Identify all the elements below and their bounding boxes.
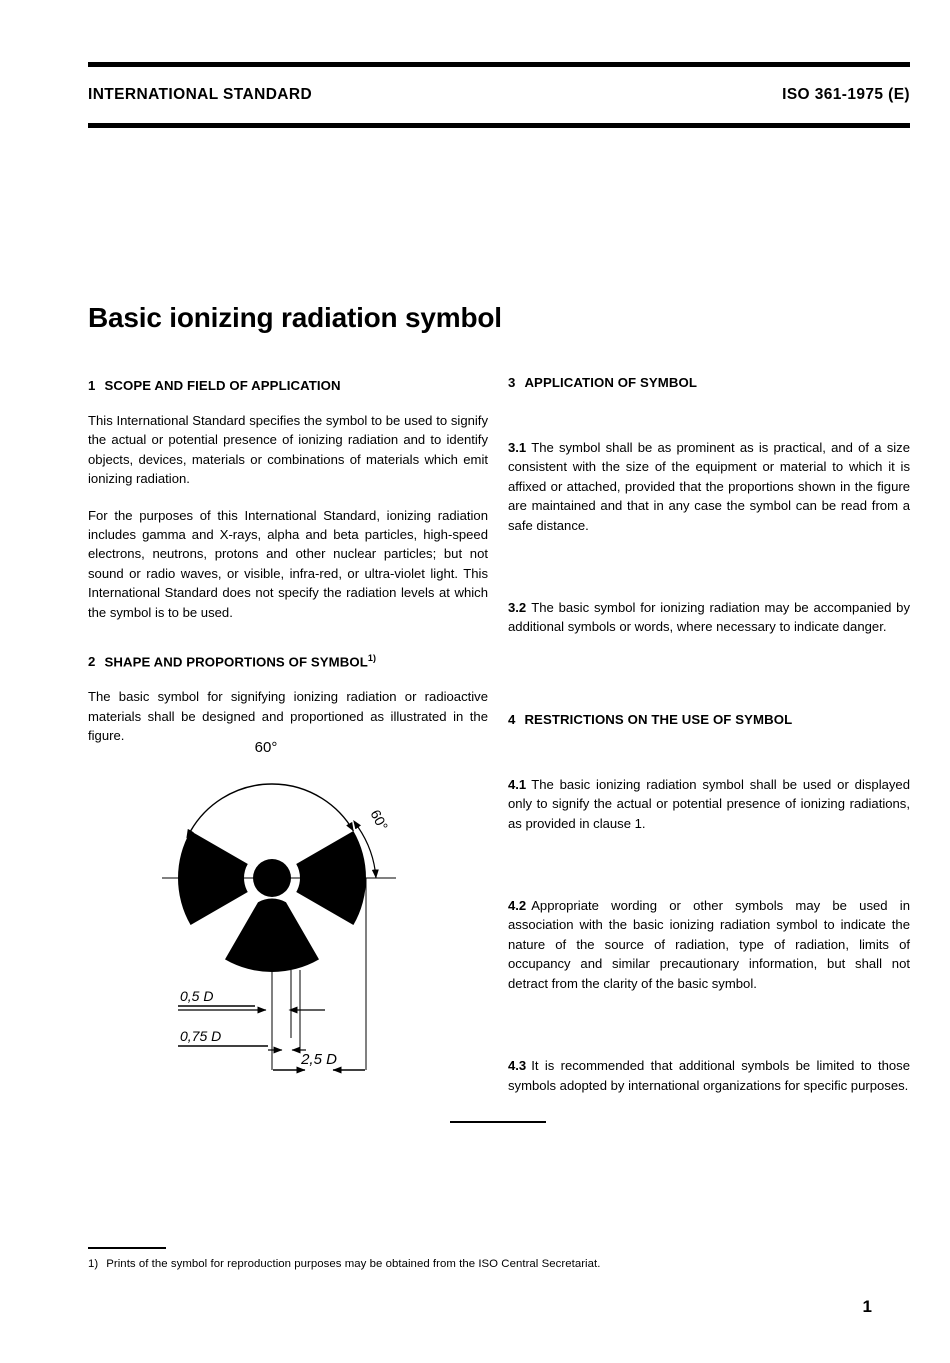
section-3-2-paragraph xyxy=(508,598,910,637)
document-header xyxy=(88,86,910,104)
spacer xyxy=(508,745,910,775)
section-3-1-paragraph xyxy=(508,438,910,535)
dimension-label-0-75-D: 0,75 D xyxy=(180,1028,222,1044)
section-4-1-number: 4.1 xyxy=(508,776,527,792)
header-rule-bottom xyxy=(88,123,910,128)
dimension-0-75-D xyxy=(178,1046,306,1050)
angle-label-top: 60° xyxy=(254,739,278,756)
section-1-number: 1 xyxy=(88,378,96,393)
section-4-2-number: 4.2 xyxy=(508,898,527,914)
section-2-number: 2 xyxy=(88,654,96,670)
section-4-title: RESTRICTIONS ON THE USE OF SYMBOL xyxy=(524,711,793,727)
dimension-label-2-5-D: 2,5 D xyxy=(301,1051,337,1068)
footnote-separator-rule xyxy=(88,1247,166,1249)
dimension-0-5-D xyxy=(178,1006,325,1010)
standard-reference-label: ISO 361-1975 (E) xyxy=(782,86,910,103)
section-1-heading xyxy=(88,378,488,393)
section-3-heading xyxy=(508,375,910,390)
section-1-paragraph-2: For the purposes of this International Standard, ionizing radiation includes gamma and X-rays, alpha and beta particles, high-speed electrons, neutrons, protons and other nuclear particles; but not sound or radio waves, or visible, infra-red, or ultra-violet light. This International Standard does not specify the radiation levels at which the symbol is to be used. xyxy=(88,507,488,620)
section-4-1-text: The basic ionizing radiation symbol shall be used or displayed only to signify the actual or potential presence of ionizing radiations, as provided in clause 1. xyxy=(508,776,910,831)
standard-type-label: INTERNATIONAL STANDARD xyxy=(88,86,313,103)
footnote-marker: 1) xyxy=(88,1258,99,1270)
section-4-2-paragraph xyxy=(508,896,910,993)
section-3-1-number: 3.1 xyxy=(508,440,527,455)
header-rule-top xyxy=(88,62,910,67)
trefoil-blades xyxy=(178,831,366,972)
section-3-1-text: The symbol shall be as prominent as is practical, and of a size consistent with the size of the equipment or material to which it is affixed or attached, provided that the proportions shown in the figure are maintained and that in any case the symbol can be read from a safe distance. xyxy=(508,440,910,533)
footnote xyxy=(88,1258,888,1270)
section-1-paragraph-1: This International Standard specifies the symbol to be used to signify the actual or potential presence of ionizing radiation and to identify objects, devices, materials or combinations of materials which emit ionizing radiation. xyxy=(88,413,488,487)
section-2-title: SHAPE AND PROPORTIONS OF SYMBOL xyxy=(104,654,368,670)
section-3-title: APPLICATION OF SYMBOL xyxy=(524,375,697,390)
section-2-heading xyxy=(88,653,488,669)
page-title: Basic ionizing radiation symbol xyxy=(88,301,502,333)
spacer xyxy=(508,654,910,712)
section-3-2-text: The basic symbol for ionizing radiation may be accompanied by additional symbols or words, where necessary to indicate danger. xyxy=(508,600,910,635)
figure-end-rule xyxy=(450,1121,546,1123)
radiation-symbol-figure xyxy=(160,738,430,1078)
spacer xyxy=(508,552,910,598)
angle-label-right: 60° xyxy=(367,806,392,834)
section-4-heading xyxy=(508,712,910,727)
right-column xyxy=(508,375,910,1095)
page-number: 1 xyxy=(862,1297,872,1316)
section-4-3-paragraph xyxy=(508,1056,910,1095)
spacer xyxy=(88,639,488,653)
spacer xyxy=(508,408,910,438)
section-1-title: SCOPE AND FIELD OF APPLICATION xyxy=(104,378,341,393)
section-3-number: 3 xyxy=(508,375,516,390)
section-2-footnote-marker: 1) xyxy=(367,653,377,664)
spacer xyxy=(508,850,910,896)
footnote-text: Prints of the symbol for reproduction purposes may be obtained from the ISO Central Secretariat. xyxy=(106,1258,601,1270)
left-column xyxy=(88,378,488,746)
section-4-number: 4 xyxy=(508,711,516,727)
section-4-3-number: 4.3 xyxy=(508,1058,527,1074)
section-2-paragraph-1: The basic symbol for signifying ionizing radiation or radioactive materials shall be designed and proportioned as illustrated in the figure. xyxy=(88,689,488,744)
dimension-label-0-5-D: 0,5 D xyxy=(180,988,214,1004)
section-4-3-text: It is recommended that additional symbols be limited to those symbols adopted by international organizations for specific purposes. xyxy=(508,1058,910,1093)
angle-dimension-top xyxy=(191,784,354,831)
spacer xyxy=(508,1010,910,1056)
section-4-2-text: Appropriate wording or other symbols may be used in association with the basic ionizing radiation symbol to indicate the nature of the source of radiation, type of radiation, limits of occupancy and similar precautionary information, but shall not detract from the clarity of the basic symbol. xyxy=(508,898,910,991)
section-4-1-paragraph xyxy=(508,775,910,833)
section-3-2-number: 3.2 xyxy=(508,600,527,616)
